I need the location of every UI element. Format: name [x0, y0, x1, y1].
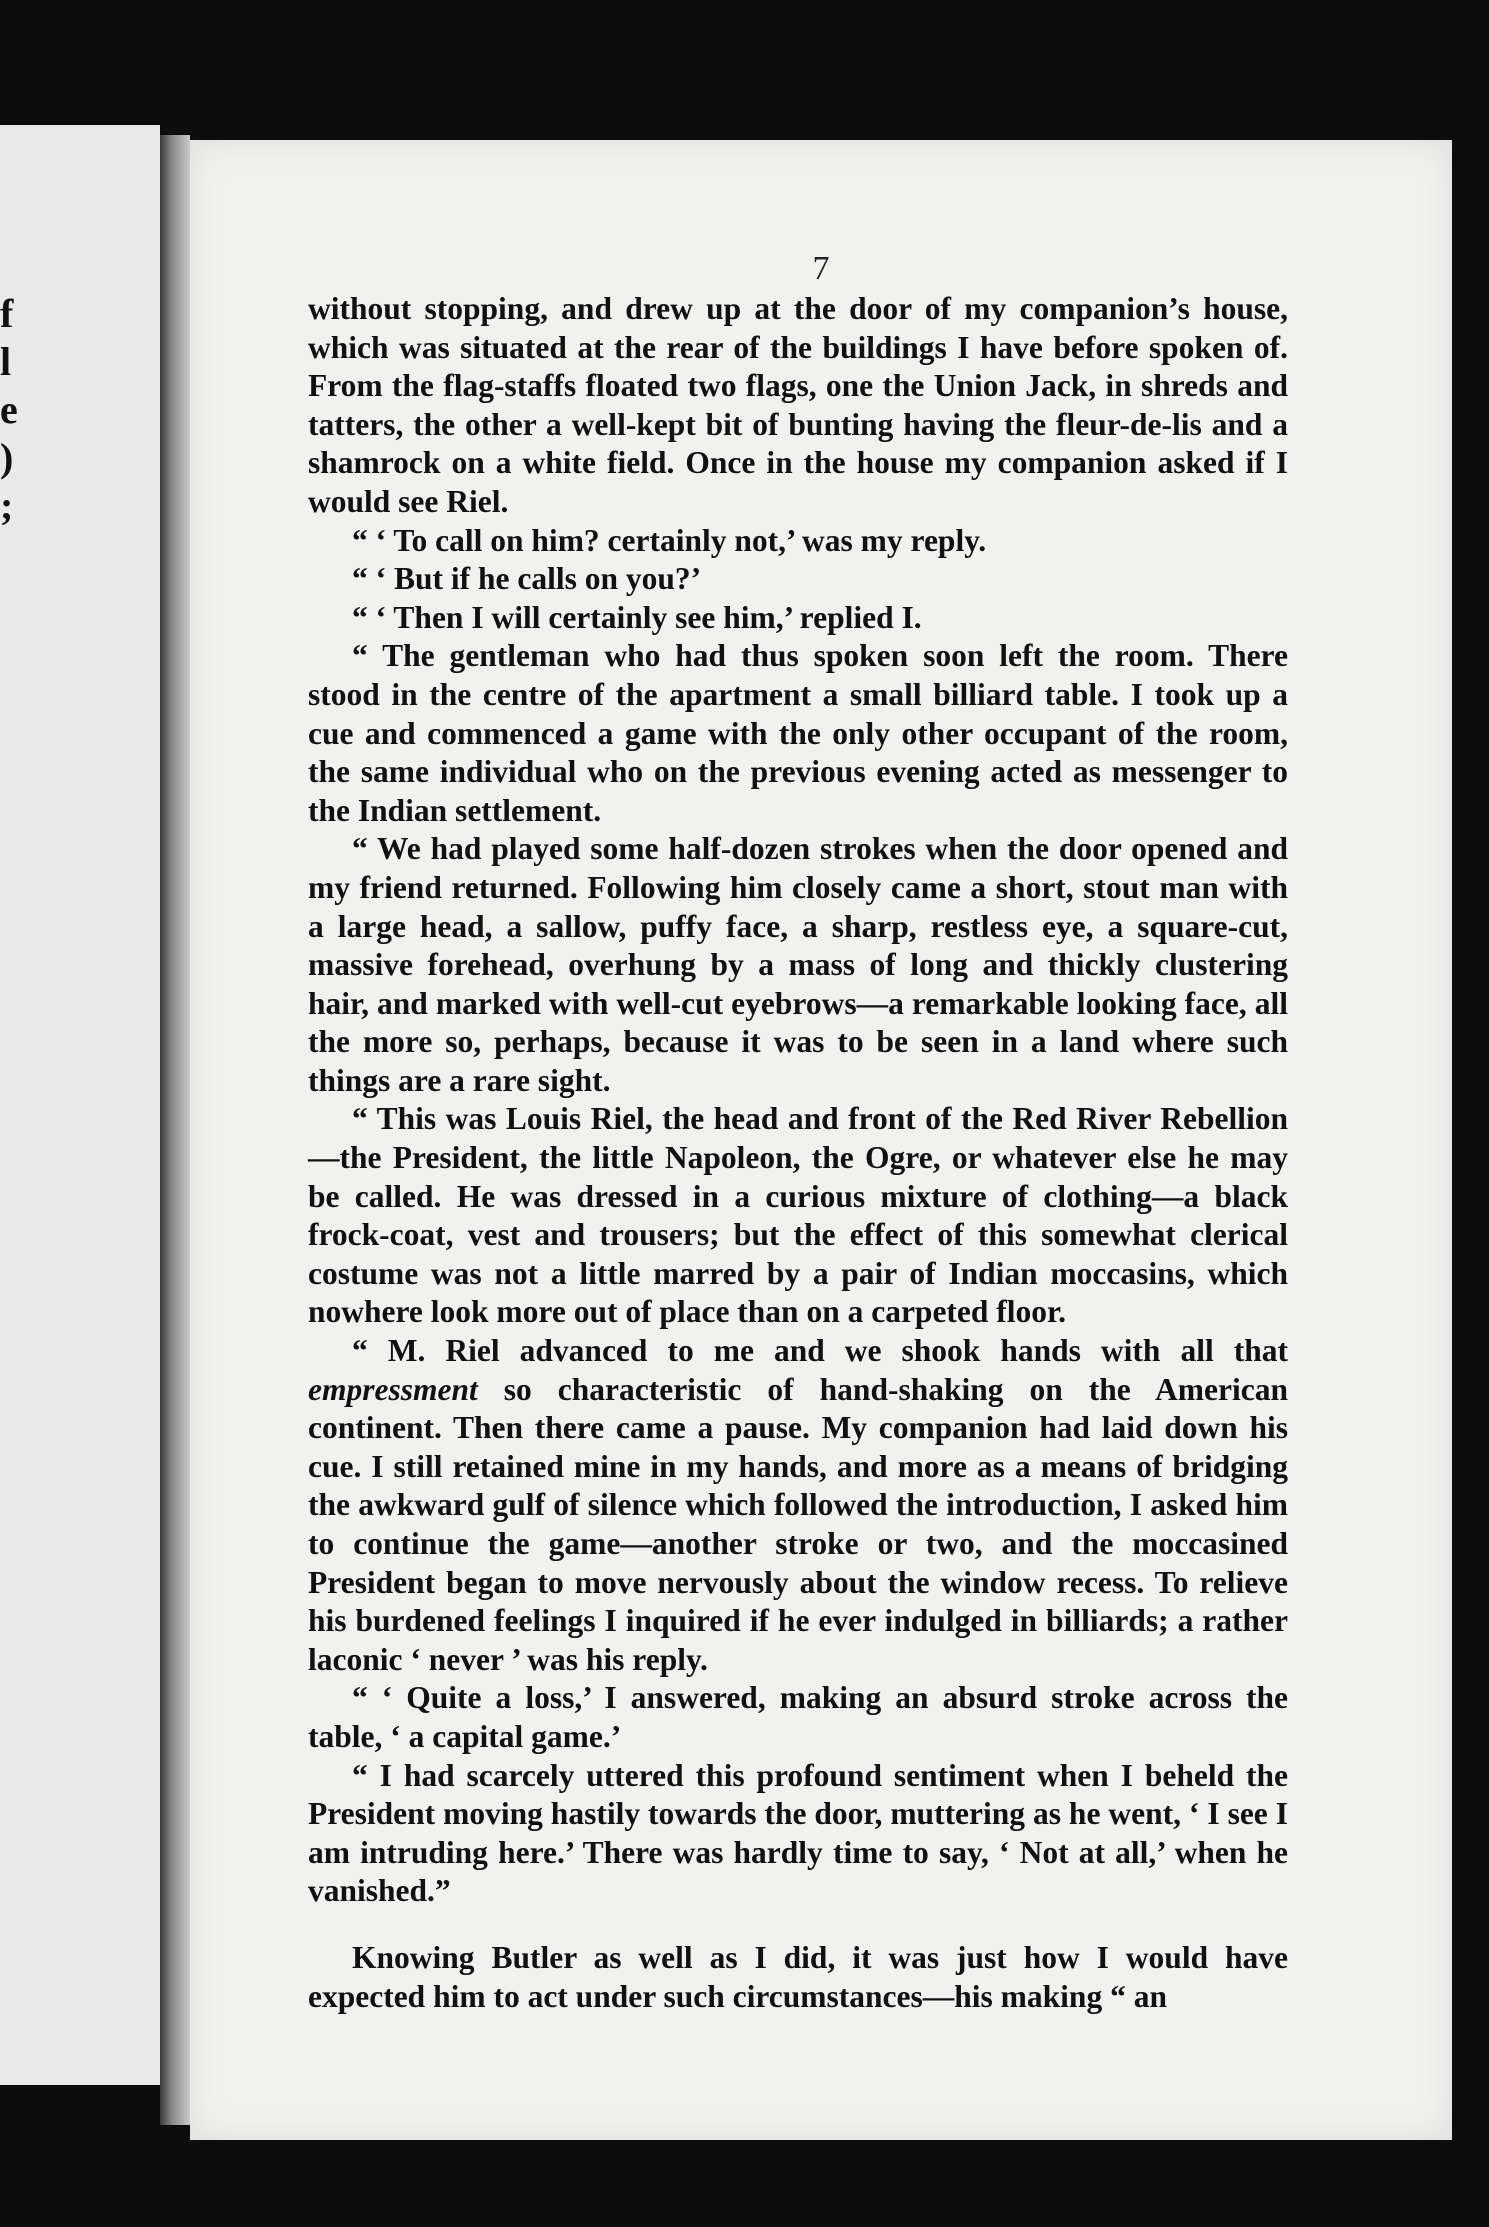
italic-word: empressment: [308, 1371, 478, 1407]
paragraph: “ I had scarcely uttered this profound sentiment when I beheld the President moving hastily towards the door, muttering as he went, ‘ I see I am intruding here.’ There was hardly time to say, ‘ Not at all,’ when he vanished.”: [308, 1757, 1288, 1909]
margin-char: e: [0, 387, 18, 432]
book-page: [190, 140, 1452, 2140]
margin-char: ;: [0, 483, 14, 528]
paragraph: “ The gentleman who had thus spoken soon left the room. There stood in the centre of the apartment a small billiard table. I took up a cue and commenced a game with the only other occupant of the room, the same individual who on the previous evening acted as messenger to the Indian settlement.: [308, 638, 1288, 828]
paragraph: “ ‘ Quite a loss,’ I answered, making an absurd stroke across the table, ‘ a capital game.’: [308, 1680, 1288, 1754]
margin-char: f: [0, 291, 14, 336]
paragraph: “ We had played some half-dozen strokes when the door opened and my friend returned. Following him closely came a short, stout man with a large head, a sallow, puffy face, a sharp, restless eye, a square-cut, massive forehead, overhung by a mass of long and thickly clustering hair, and marked with well-cut eyebrows—a remarkable looking face, all the more so, perhaps, because it was to be seen in a land where such things are a rare sight.: [308, 831, 1288, 1098]
paragraph: without stopping, and drew up at the door of my companion’s house, which was situated at the rear of the buildings I have before spoken of. From the flag-staffs floated two flags, one the Union Jack, in shreds and tatters, the other a well-kept bit of bunting having the fleur-de-lis and a shamrock on a white field. Once in the house my companion asked if I would see Riel.: [308, 291, 1288, 519]
margin-char: ): [0, 435, 14, 480]
paragraph: Knowing Butler as well as I did, it was just how I would have expected him to act under such circumstances—his making “ an: [308, 1939, 1288, 2014]
paragraph: [308, 1332, 1288, 1679]
paragraph-text: so characteristic of hand-shaking on the American continent. Then there came a pause. My companion had laid down his cue. I still retained mine in my hands, and more as a means of bridging the awkward gulf of silence which followed the introduction, I asked him to continue the game—another stroke or two, and the moccasined President began to move nervously about the window recess. To relieve his burdened feelings I inquired if he ever indulged in billiards; a rather laconic ‘ never ’ was his reply.: [308, 1371, 1288, 1677]
page-body: [308, 290, 1288, 2016]
paragraph-text: “ M. Riel advanced to me and we shook hands with all that: [352, 1333, 1288, 1369]
paragraph: “ ‘ To call on him? certainly not,’ was my reply.: [352, 522, 987, 558]
paragraph: “ This was Louis Riel, the head and front of the Red River Rebellion—the President, the little Napoleon, the Ogre, or whatever else he may be called. He was dressed in a curious mixture of clothing—a black frock-coat, vest and trousers; but the effect of this somewhat clerical costume was not a little marred by a pair of Indian moccasins, which nowhere look more out of place than on a carpeted floor.: [308, 1101, 1288, 1330]
paragraph: “ ‘ But if he calls on you?’: [352, 561, 702, 597]
paragraph: “ ‘ Then I will certainly see him,’ replied I.: [352, 599, 922, 635]
page-number: 7: [812, 250, 830, 287]
adjacent-page-margin-text: [0, 290, 20, 530]
book-gutter: [160, 135, 190, 2125]
adjacent-page-edge: [0, 125, 160, 2085]
margin-char: l: [0, 339, 12, 384]
